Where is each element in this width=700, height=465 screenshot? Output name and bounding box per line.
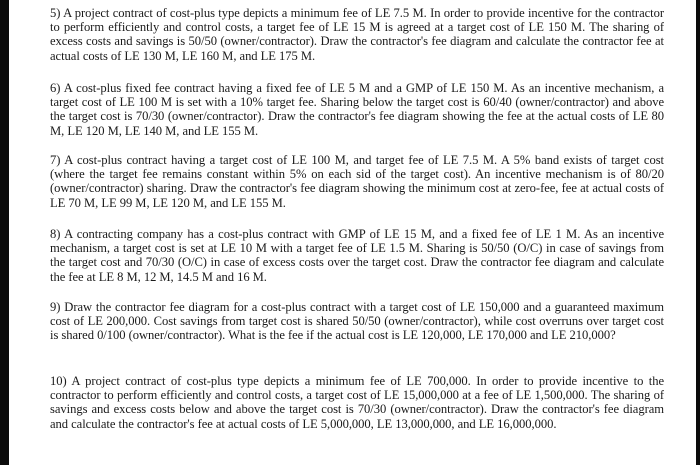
problem-8 [50, 227, 664, 284]
problem-number: 8) [50, 227, 61, 241]
problem-text: A project contract of cost-plus type depicts a minimum fee of LE 700,000. In order to provide incentive to the contractor to perform efficiently and control costs, a target cost of LE 15,000,000 at a fee of LE 1,500,000. The sharing of savings and excess costs below and above the target cost is 70/30 (owner/contractor). Draw the contractor's fee diagram and calculate the contractor's fee at actual costs of LE 5,000,000, LE 13,000,000, and LE 16,000,000. [50, 374, 664, 431]
problem-text: Draw the contractor fee diagram for a cost-plus contract with a target cost of LE 150,000 and a guaranteed maximum cost of LE 200,000. Cost savings from target cost is shared 50/50 (owner/contractor), while cost overruns over target cost is shared 0/100 (owner/contractor). What is the fee if the actual cost is LE 120,000, LE 170,000 and LE 210,000? [50, 300, 664, 343]
problem-number: 7) [50, 153, 61, 167]
left-border [0, 0, 9, 465]
problem-text: A cost-plus fixed fee contract having a fixed fee of LE 5 M and a GMP of LE 150 M. As an incentive mechanism, a target cost of LE 100 M is set with a 10% target fee. Sharing below the target cost is 60/40 (owner/contractor) and above the target cost is 70/30 (owner/contractor). Draw the contractor's fee diagram showing the fee at the actual costs of LE 80 M, LE 120 M, LE 140 M, and LE 155 M. [50, 81, 664, 138]
problem-7 [50, 153, 664, 210]
problem-text: A project contract of cost-plus type depicts a minimum fee of LE 7.5 M. In order to provide incentive for the contractor to perform efficiently and control costs, a target fee of LE 15 M is agreed at a target cost of LE 150 M. The sharing of excess costs and savings is 50/50 (owner/contractor). Draw the contractor's fee diagram and calculate the contractor fee at actual costs of LE 130 M, LE 160 M, and LE 175 M. [50, 6, 664, 63]
problem-number: 6) [50, 81, 61, 95]
problem-10 [50, 374, 664, 431]
problem-sheet [50, 2, 664, 465]
problem-number: 5) [50, 6, 61, 20]
right-border [696, 0, 700, 465]
problem-9 [50, 300, 664, 343]
problem-text: A contracting company has a cost-plus contract with GMP of LE 15 M, and a fixed fee of LE 1 M. As an incentive mechanism, a target cost is set at LE 10 M with a target fee of LE 1.5 M. Sharing is 50/50 (O/C) in case of savings from the target cost and 70/30 (O/C) in case of excess costs over the target cost. Draw the contractor fee diagram and calculate the fee at LE 8 M, 12 M, 14.5 M and 16 M. [50, 227, 664, 284]
problem-text: A cost-plus contract having a target cost of LE 100 M, and target fee of LE 7.5 M. A 5% band exists of target cost (where the target fee remains constant within 5% on each sid of the target cost). An incentive mechanism is of 80/20 (owner/contractor) sharing. Draw the contractor's fee diagram showing the minimum cost at zero-fee, fee at actual costs of LE 70 M, LE 99 M, LE 120 M, and LE 155 M. [50, 153, 664, 210]
problem-number: 9) [50, 300, 61, 314]
problem-6 [50, 81, 664, 138]
problem-number: 10) [50, 374, 67, 388]
problem-5 [50, 6, 664, 63]
